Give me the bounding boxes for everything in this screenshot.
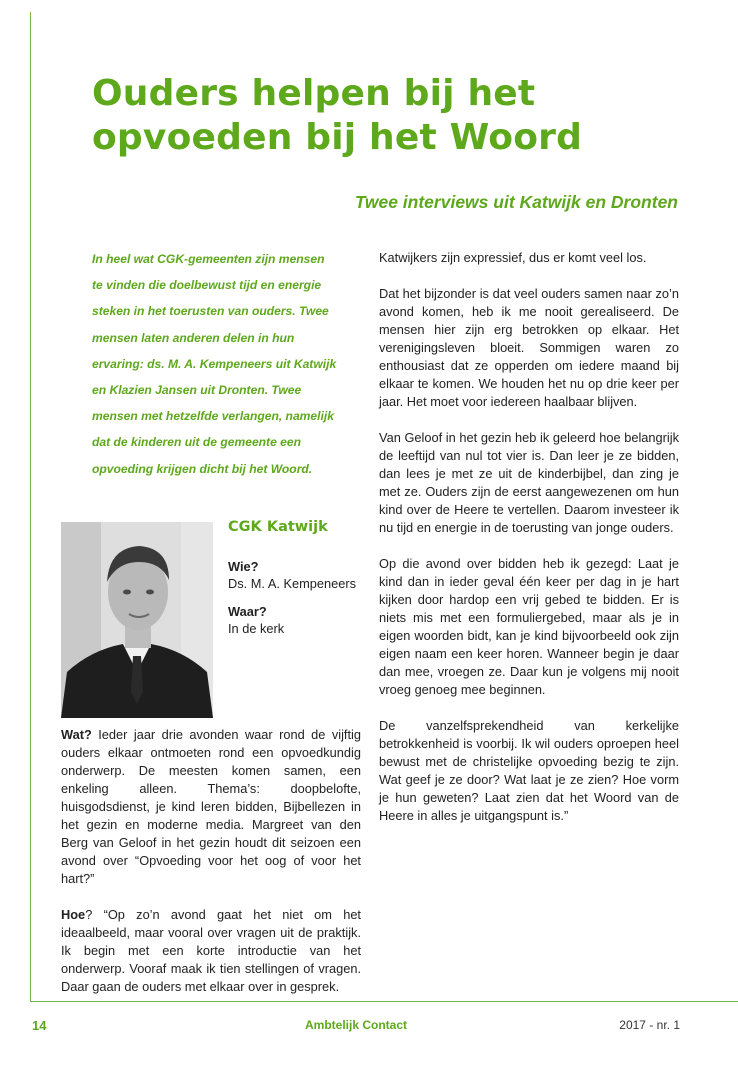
- wat-text: Ieder jaar drie avonden waar rond de vijftig ouders elkaar ontmoeten rond een opvoedkundig onderwerp. De meesten komen samen, een enkeling alleen. Thema’s: doopbelofte, huisgodsdienst, je kind leren bidden, Bijbellezen in het gezin en moderne media. Margreet van den Berg van Geloof in het gezin houdt dit seizoen een avond over “Opvoeding voor het oog of voor het hart?”: [61, 727, 361, 886]
- who-label: Wie?: [228, 559, 259, 574]
- intro-line: dat de kinderen uit de gemeente een: [92, 435, 302, 450]
- left-margin-rule: [30, 12, 31, 1002]
- body-column-right: [379, 249, 679, 843]
- wat-label: Wat?: [61, 727, 92, 742]
- body-paragraph: Dat het bijzonder is dat veel ouders samen naar zo’n avond komen, heb ik me nooit gerealiseerd. De mensen hier zijn erg betrokken op elkaar. Het verenigingsleven bloeit. Sommigen waren zo enthousiast dat ze opperden om iedere maand bij elkaar te komen. We houden het nu op drie keer per jaar. Het moet voor iedereen haalbaar blijven.: [379, 286, 679, 409]
- portrait-photo: [61, 522, 213, 718]
- intro-line: en Klazien Jansen uit Dronten. Twee: [92, 383, 302, 398]
- body-column-left: [61, 726, 361, 1014]
- title-line-1: Ouders helpen bij het: [92, 73, 536, 114]
- hoe-text: ? “Op zo’n avond gaat het niet om het ideaalbeeld, maar vooral over vragen uit de praktijk. Ik begin met een korte introductie van het onderwerp. Vooraf maak ik tien stellingen of vragen. Daar gaan de ouders met elkaar over in gesprek.: [61, 907, 361, 994]
- intro-line: te vinden die doelbewust tijd en energie: [92, 278, 322, 293]
- body-paragraph: Op die avond over bidden heb ik gezegd: Laat je kind dan in ieder geval één keer per dag in je hart kijken door hardop een vrij gebed te bidden. Er is niets mis met een formuliergebed, maar als je in eigen woorden bidt, kan je kind bijvoorbeeld ook zijn eigen naam een keer horen. Wanneer begin je daar dan mee, vroegen ze. Daar kun je volgens mij nooit vroeg genoeg mee beginnen.: [379, 556, 679, 697]
- intro-line: ervaring: ds. M. A. Kempeneers uit Katwijk: [92, 356, 337, 371]
- body-paragraph: De vanzelfsprekendheid van kerkelijke betrokkenheid is voorbij. Ik wil ouders oproepen heel bewust met de christelijke opvoeding bezig te zijn. Wat geef je ze door? Wat laat je ze zien? Hoe vorm je hun geweten? Laat zien dat het Woord van de Heere in alles je uitgangspunt is.”: [379, 718, 679, 823]
- body-paragraph: Katwijkers zijn expressief, dus er komt veel los.: [379, 250, 647, 265]
- where-value: In de kerk: [228, 621, 285, 636]
- body-paragraph: [61, 726, 361, 888]
- intro-line: opvoeding krijgen dicht bij het Woord.: [92, 461, 313, 476]
- intro-line: mensen met hetzelfde verlangen, namelijk: [92, 409, 334, 424]
- hoe-label: Hoe: [61, 907, 86, 922]
- who-value: Ds. M. A. Kempeneers: [228, 576, 357, 591]
- page-number: 14: [32, 1018, 47, 1033]
- magazine-name: Ambtelijk Contact: [305, 1018, 408, 1032]
- where-label: Waar?: [228, 604, 267, 619]
- intro-line: In heel wat CGK-gemeenten zijn mensen: [92, 252, 325, 266]
- article-subtitle: Twee interviews uit Katwijk en Dronten: [354, 192, 678, 212]
- article-title: [92, 72, 692, 160]
- portrait-illustration: [61, 522, 213, 718]
- section-title: CGK Katwijk: [228, 519, 328, 535]
- intro-line: steken in het toerusten van ouders. Twee: [92, 304, 329, 319]
- title-line-2: opvoeden bij het Woord: [92, 117, 583, 158]
- body-paragraph: [61, 906, 361, 996]
- body-paragraph: Van Geloof in het gezin heb ik geleerd hoe belangrijk de leeftijd van nul tot vier is. Dan leer je ze bidden, dan lees je met ze uit de kinderbijbel, dan zing je met ze. Ouders zijn de eerst aangewezenen om hun kind over de Heere te vertellen. Daarom investeer ik nu tijd en energie in de toerusting van jonge ouders.: [379, 430, 679, 535]
- issue-number: 2017 - nr. 1: [619, 1018, 680, 1032]
- profile-facts: [228, 558, 356, 637]
- intro-paragraph: [92, 246, 354, 482]
- intro-line: mensen laten anderen delen in hun: [92, 330, 295, 345]
